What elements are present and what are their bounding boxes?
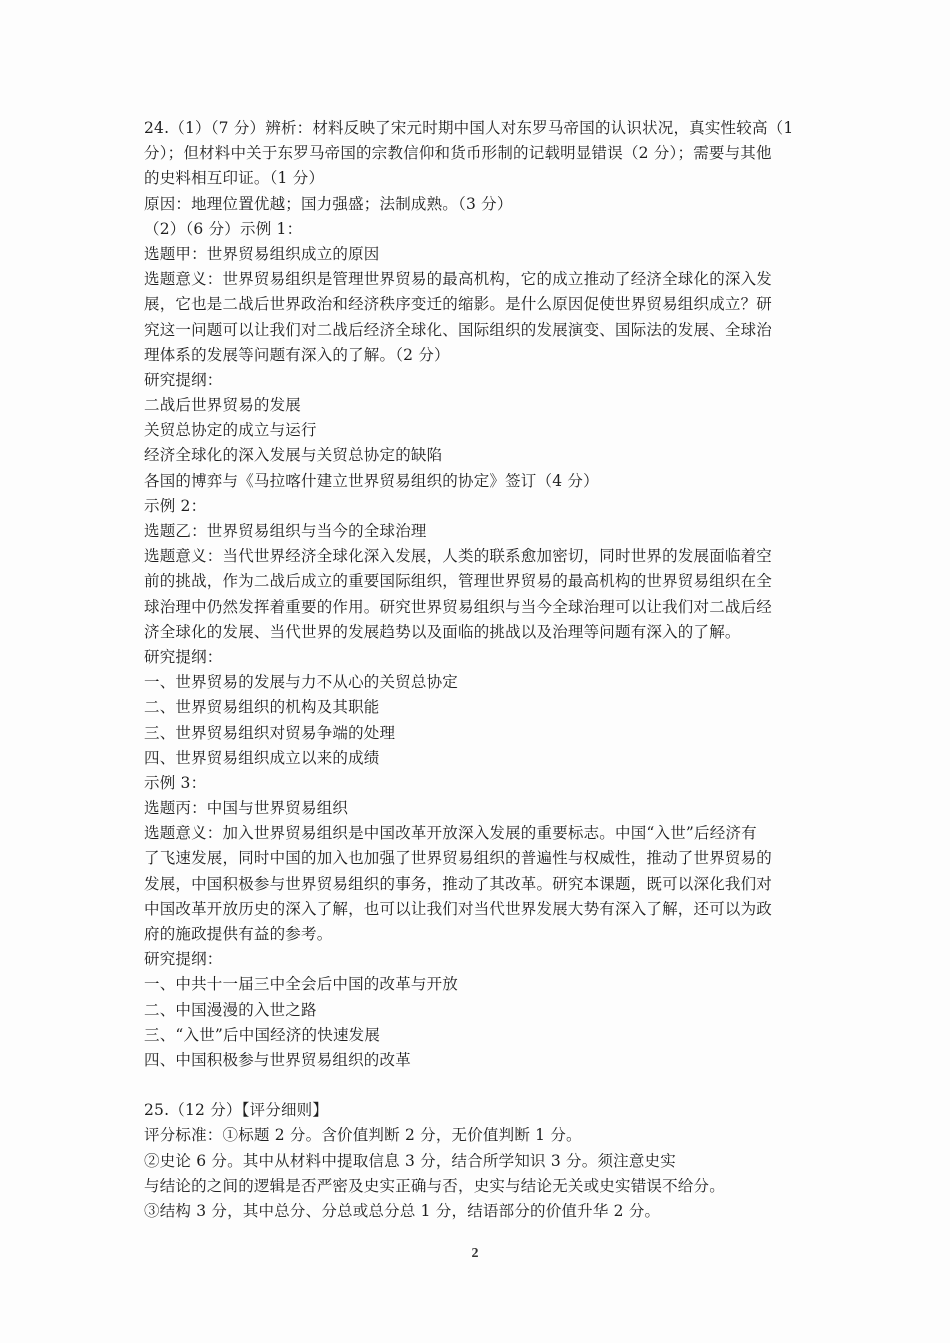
example2-outline-label: 研究提纲： <box>144 647 223 666</box>
q25-line: 评分标准：①标题 2 分。含价值判断 2 分，无价值判断 1 分。 <box>144 1126 582 1145</box>
example1-topic: 选题甲：世界贸易组织成立的原因 <box>144 244 380 263</box>
example3-outline-item: 二、中国漫漫的入世之路 <box>144 1000 317 1019</box>
example2-outline-item: 二、世界贸易组织的机构及其职能 <box>144 698 380 717</box>
page-number: 2 <box>471 1246 479 1261</box>
example2-header: 示例 2： <box>144 496 207 515</box>
example3-significance-line: 发展，中国积极参与世界贸易组织的事务，推动了其改革。研究本课题，既可以深化我们对 <box>144 874 773 893</box>
q24-part2-header: （2）（6 分）示例 1： <box>144 219 303 238</box>
example1-outline-item: 二战后世界贸易的发展 <box>144 396 302 415</box>
example1-significance-line: 选题意义：世界贸易组织是管理世界贸易的最高机构，它的成立推动了经济全球化的深入发 <box>144 270 773 289</box>
example3-significance-line: 了飞速发展，同时中国的加入也加强了世界贸易组织的普遍性与权威性，推动了世界贸易的 <box>144 849 773 868</box>
example3-topic: 选题丙：中国与世界贸易组织 <box>144 799 349 818</box>
example2-outline-item: 四、世界贸易组织成立以来的成绩 <box>144 748 380 767</box>
example3-outline-item: 一、中共十一届三中全会后中国的改革与开放 <box>144 975 459 994</box>
example2-significance-line: 球治理中仍然发挥着重要的作用。研究世界贸易组织与当今全球治理可以让我们对二战后经 <box>144 597 773 616</box>
example3-outline-item: 三、“入世”后中国经济的快速发展 <box>144 1025 381 1044</box>
example3-significance-line: 选题意义：加入世界贸易组织是中国改革开放深入发展的重要标志。中国“入世”后经济有 <box>144 824 757 843</box>
q24-reason: 原因：地理位置优越；国力强盛；法制成熟。（3 分） <box>144 194 513 213</box>
example2-significance-line: 济全球化的发展、当代世界的发展趋势以及面临的挑战以及治理等问题有深入的了解。 <box>144 622 741 641</box>
example1-significance-line: 究这一问题可以让我们对二战后经济全球化、国际组织的发展演变、国际法的发展、全球治 <box>144 320 773 339</box>
example3-significance-line: 中国改革开放历史的深入了解，也可以让我们对当代世界发展大势有深入了解，还可以为政 <box>144 899 773 918</box>
example3-header: 示例 3： <box>144 773 207 792</box>
answer-key-content <box>144 116 816 1224</box>
example1-significance-line: 理体系的发展等问题有深入的了解。（2 分） <box>144 345 450 364</box>
example1-outline-item: 经济全球化的深入发展与关贸总协定的缺陷 <box>144 446 443 465</box>
q24-example3 <box>144 771 816 1073</box>
q24-example1 <box>144 217 816 494</box>
example1-outline-label: 研究提纲： <box>144 370 223 389</box>
q24-part1-line: 的史料相互印证。（1 分） <box>144 169 325 188</box>
q25-line: ②史论 6 分。其中从材料中提取信息 3 分，结合所学知识 3 分。须注意史实 <box>144 1151 676 1170</box>
q25-header: 25.（12 分）【评分细则】 <box>144 1101 329 1120</box>
example2-outline-item: 三、世界贸易组织对贸易争端的处理 <box>144 723 396 742</box>
example2-significance-line: 选题意义：当代世界经济全球化深入发展，人类的联系愈加密切，同时世界的发展面临着空 <box>144 547 773 566</box>
q24-part1-line: 分）；但材料中关于东罗马帝国的宗教信仰和货币形制的记载明显错误（2 分）；需要与其他 <box>144 144 772 163</box>
example3-outline-label: 研究提纲： <box>144 950 223 969</box>
q24-example2 <box>144 494 816 771</box>
q25-line: ③结构 3 分，其中总分、分总或总分总 1 分，结语部分的价值升华 2 分。 <box>144 1201 661 1220</box>
q25-line: 与结论的之间的逻辑是否严密及史实正确与否，史实与结论无关或史实错误不给分。 <box>144 1176 725 1195</box>
example1-significance-line: 展，它也是二战后世界政治和经济秩序变迁的缩影。是什么原因促使世界贸易组织成立？研 <box>144 295 773 314</box>
example1-outline-item: 各国的博弈与《马拉喀什建立世界贸易组织的协定》签订（4 分） <box>144 471 599 490</box>
example3-significance-line: 府的施政提供有益的参考。 <box>144 925 333 943</box>
q24-part1-line: 24.（1）（7 分）辨析：材料反映了宋元时期中国人对东罗马帝国的认识状况，真实性较高（1 <box>144 119 794 137</box>
example3-outline-item: 四、中国积极参与世界贸易组织的改革 <box>144 1050 411 1069</box>
section-spacer <box>144 1073 816 1098</box>
example2-topic: 选题乙：世界贸易组织与当今的全球治理 <box>144 522 427 540</box>
q24-part1 <box>144 116 816 217</box>
example2-outline-item: 一、世界贸易的发展与力不从心的关贸总协定 <box>144 673 459 692</box>
example2-significance-line: 前的挑战，作为二战后成立的重要国际组织，管理世界贸易的最高机构的世界贸易组织在全 <box>144 572 773 591</box>
q25-section <box>144 1098 816 1224</box>
example1-outline-item: 关贸总协定的成立与运行 <box>144 421 317 440</box>
